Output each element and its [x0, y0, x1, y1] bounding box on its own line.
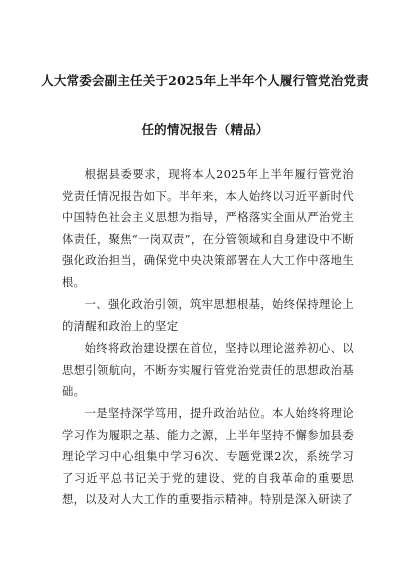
paragraph-intro: 根据县委要求，现将本人2025年上半年履行管党治党责任情况报告如下。半年来，本人始终以习近平新时代中国特色社会主义思想为指导，严格落实全面从严治党主体责任，聚焦“一岗双责”，在分管领域和自身建设中不断强化政治担当，确保党中央决策部署在人大工作中落地生根。: [62, 168, 354, 289]
document-title-line-1: 人大常委会副主任关于2025年上半年个人履行管党治党责: [41, 73, 369, 88]
paragraph-section-body: 始终将政治建设摆在首位，坚持以理论滋养初心、以思想引领航向，不断夯实履行管党治党责任的思想政治基础。: [62, 342, 354, 398]
document-title-line-2: 任的情况报告（精品）: [141, 122, 269, 137]
paragraph-section-heading-1: 一、强化政治引领，筑牢思想根基，始终保持理论上的清醒和政治上的坚定: [62, 298, 354, 333]
paragraph-point-1: 一是坚持深学笃用，提升政治站位。本人始终将理论学习作为履职之基、能力之源，上半年坚持不懈参加县委理论学习中心组集中学习6次、专题党课2次，系统学习了习近平总书记关于党的建设、党的自我革命的重要思想，以及对人大工作的重要指示精神。特别是深入研读了: [62, 407, 354, 506]
